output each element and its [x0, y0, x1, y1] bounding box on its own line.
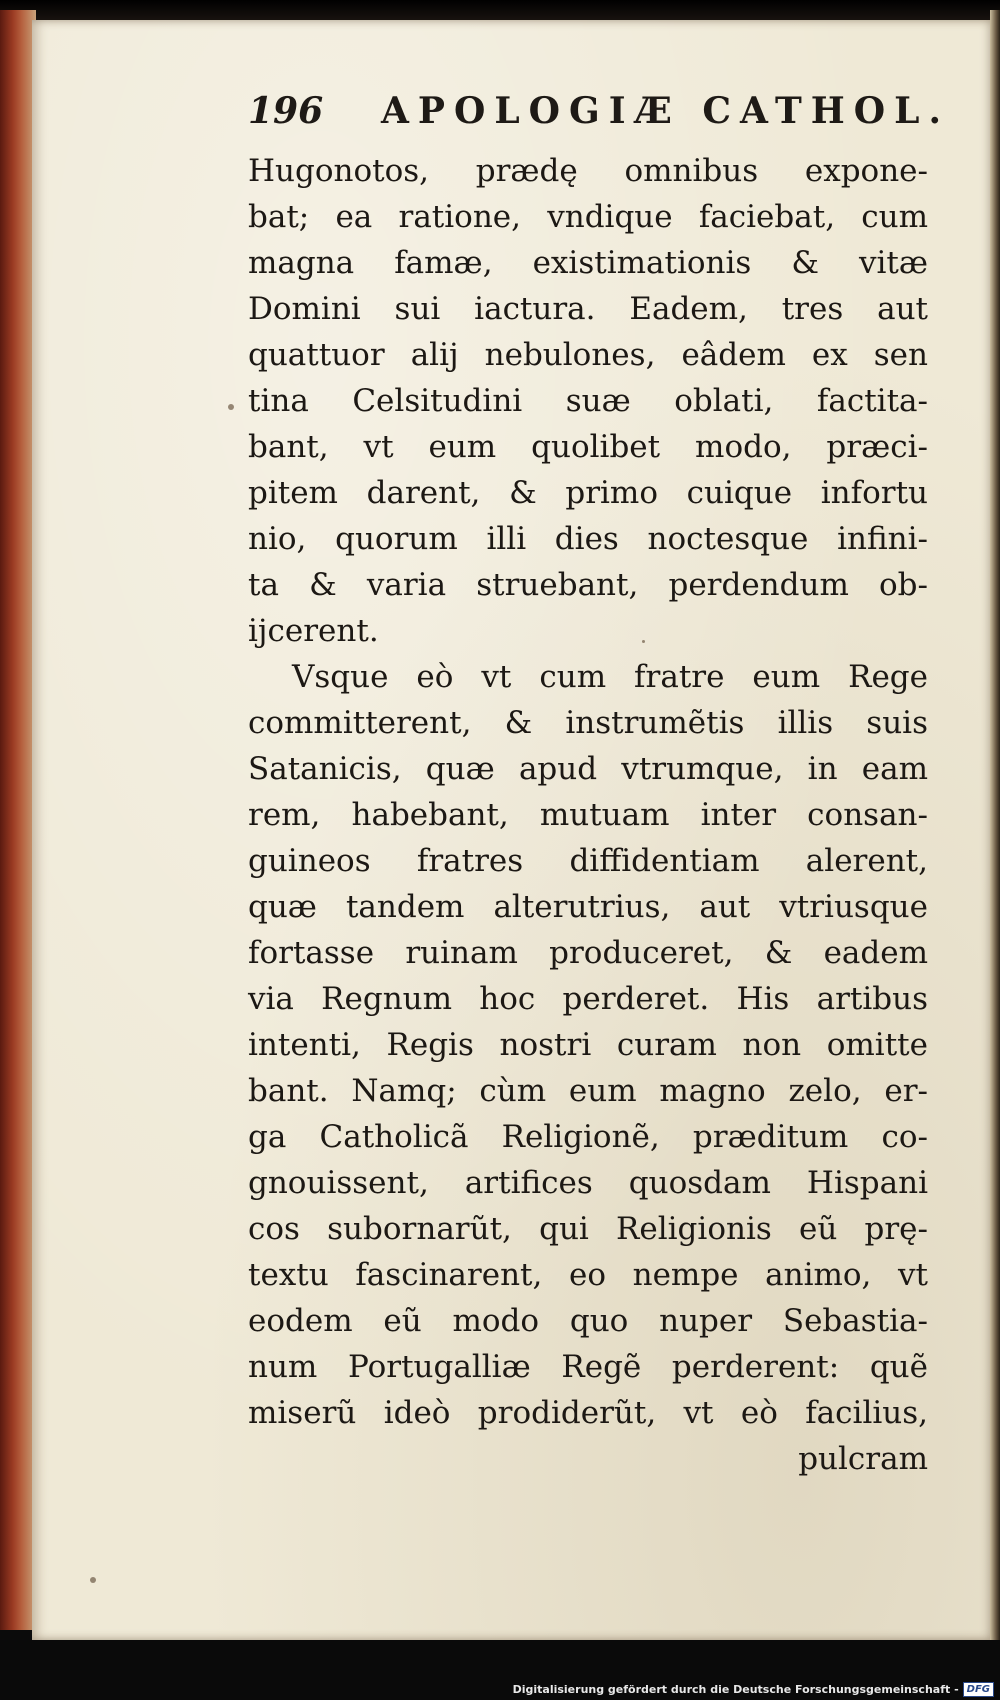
text-line: bant, vt eum quolibet modo, præci-: [248, 429, 928, 465]
text-line: guineos fratres diffidentiam alerent,: [248, 843, 928, 879]
dfg-logo: DFG: [963, 1682, 994, 1697]
text-line: textu fascinarent, eo nempe animo, vt: [248, 1257, 928, 1293]
text-line: quæ tandem alterutrius, aut vtriusque: [248, 889, 928, 925]
text-line: ta & varia struebant, perdendum ob-: [248, 567, 928, 603]
page-number: 196: [248, 90, 324, 132]
text-line: Vsque eò vt cum fratre eum Rege: [292, 659, 928, 695]
page-header: [248, 90, 968, 146]
text-line: magna famæ, existimationis & vitæ: [248, 245, 928, 281]
text-line: Hugonotos, prædę omnibus expone-: [248, 153, 928, 189]
text-line: tina Celsitudini suæ oblati, factita-: [248, 383, 928, 419]
text-line: bat; ea ratione, vndique faciebat, cum: [248, 199, 928, 235]
text-line: pitem darent, & primo cuique infortu: [248, 475, 928, 511]
scan-top-shadow: [0, 0, 1000, 22]
text-line: gnouissent, artifices quosdam Hispani: [248, 1165, 928, 1201]
text-line: quattuor alij nebulones, eâdem ex sen: [248, 337, 928, 373]
text-line: Domini sui iactura. Eadem, tres aut: [248, 291, 928, 327]
paper-speck: [642, 640, 645, 643]
text-line: via Regnum hoc perderet. His artibus: [248, 981, 928, 1017]
text-line: nio, quorum illi dies noctesque infini-: [248, 521, 928, 557]
catchword: pulcram: [798, 1441, 928, 1477]
paper-speck: [90, 1577, 96, 1583]
text-line: Satanicis, quæ apud vtrumque, in eam: [248, 751, 928, 787]
text-line: intenti, Regis nostri curam non omitte: [248, 1027, 928, 1063]
text-line: cos subornarũt, qui Religionis eũ prę-: [248, 1211, 928, 1247]
text-line: rem, habebant, mutuam inter consan-: [248, 797, 928, 833]
running-title: APOLOGIÆ CATHOL.: [381, 90, 951, 132]
text-line: fortasse ruinam produceret, & eadem: [248, 935, 928, 971]
text-line: bant. Namq; cùm eum magno zelo, er-: [248, 1073, 928, 1109]
text-line: eodem eũ modo quo nuper Sebastia-: [248, 1303, 928, 1339]
page-fore-edge: [990, 10, 1000, 1650]
credit-text: Digitalisierung gefördert durch die Deutsche Forschungsgemeinschaft -: [512, 1682, 959, 1696]
text-line: ijcerent.: [248, 613, 379, 649]
digitization-credit: [513, 1680, 994, 1698]
text-line: num Portugalliæ Regẽ perderent: quẽ: [248, 1349, 928, 1385]
text-line: committerent, & instrumẽtis illis suis: [248, 705, 928, 741]
text-line: ga Catholicã Religionẽ, præditum co-: [248, 1119, 928, 1155]
text-line: miserũ ideò prodiderũt, vt eò facilius,: [248, 1395, 928, 1431]
body-text: [248, 148, 928, 1482]
book-spine-edge: [0, 10, 36, 1630]
paper-speck: [228, 404, 234, 410]
